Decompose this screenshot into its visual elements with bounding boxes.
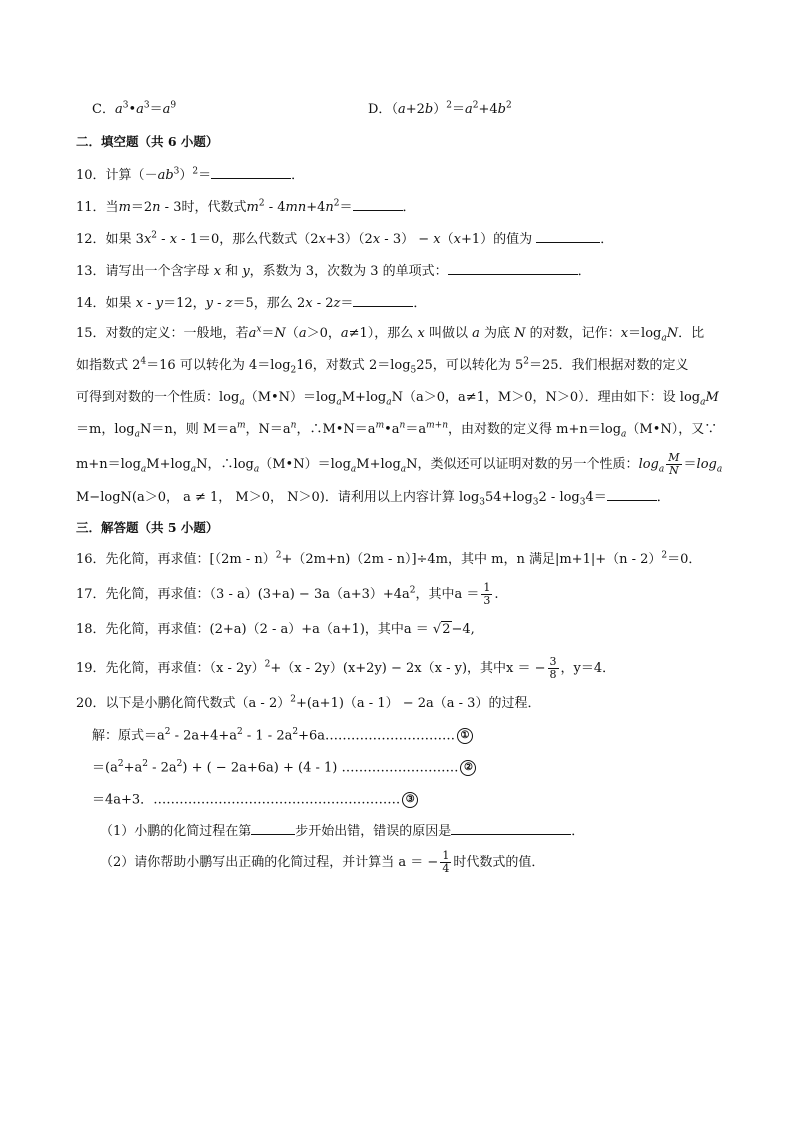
answer-blank[interactable] — [211, 166, 291, 179]
option-c: C．$a^3•a^3=a^9$ — [92, 100, 177, 117]
question-10: 10．计算$(-ab^3)^2=$ ． — [76, 166, 305, 183]
q20-sub-1: （1）小鹏的化简过程在第 步开始出错，错误的原因是 ． — [100, 824, 585, 839]
step-marker-2: ② — [460, 760, 476, 776]
question-14: 14．如果 x - y＝12，y - z＝5，那么 2x - 2z＝ ． — [76, 296, 427, 311]
question-19: 19．先化简，再求值：（x - 2y）$^2$+（x - 2y）(x+2y) − 2x（x - y)，其中x ＝ − $\frac{3}{8}$ ，y＝4． — [76, 655, 616, 681]
question-13: 13．请写出一个含字母 x 和 y，系数为 3，次数为 3 的单项式： ． — [76, 264, 591, 279]
question-16: 16．先化简，再求值：[（2m - n）$^2$+（2m+n)（2m - n）]÷4m，其中 m，n 满足|m+1|+（n - 2）$^2$＝0． — [76, 550, 702, 567]
question-15-line-2: 如指数式 $2^4=16$ 可以转化为 $4=\log_216$，对数式 $2=\log_525$，可以转化为 $5^2=25$．我们根据对数的定义 — [76, 356, 689, 376]
q20-sub-2: （2）请你帮助小鹏写出正确的化简过程，并计算当 a ＝ − $\frac{1}{4}$ 时代数式的值． — [100, 849, 545, 875]
answer-blank[interactable] — [353, 198, 403, 211]
question-11: 11．当m＝2n - 3时，代数式$m^2 - 4mn+4n^2=$ ． — [76, 198, 416, 215]
fraction-m-over-n: $\frac{M}{N}$ — [668, 451, 680, 477]
question-18: 18．先化简，再求值：(2+a)（2 - a）+a（a+1)，其中a ＝ √2−4, — [76, 622, 475, 637]
answer-blank[interactable] — [451, 822, 571, 835]
fraction-one-third: $\frac{1}{3}$ — [483, 581, 491, 607]
answer-blank[interactable] — [353, 294, 413, 307]
q20-step-2: $=(a^2+a^2 - 2a^2)$ + ( − 2a+6a) + (4 - 1) ……………………… ② — [92, 760, 476, 777]
question-15-line-4: ＝m，$\log_aN=n$，则 $M=a^m$，$N=a^n$，$\therefore M•N=a^m•a^n=a^{m+n}$，由对数的定义得 $m+n=\log_a(M•N)$，又∵ — [76, 420, 718, 440]
fraction-three-eighths: $\frac{3}{8}$ — [549, 655, 557, 681]
section-title-solve: 三．解答题（共 5 小题） — [76, 520, 219, 535]
answer-blank[interactable] — [448, 262, 578, 275]
step-marker-3: ③ — [402, 792, 418, 808]
question-15-line-3: 可得到对数的一个性质：$\log_a(M•N)=\log_aM+\log_aN(a>0$，a≠1，M＞0，N＞0）．理由如下：设 $\log_aM$ — [76, 390, 719, 408]
question-12: 12．如果 $3x^2 - x - 1=0$，那么代数式（2x+3）（2x - 3） − x（x+1）的值为 ． — [76, 230, 614, 247]
answer-blank[interactable] — [536, 230, 600, 243]
answer-blank[interactable] — [251, 822, 295, 835]
question-15-line-1: 15．对数的定义：一般地，若$a^x=N(a>0$，a≠1），那么 x 叫做以 a 为底 N 的对数，记作：$x=\log_aN$．比 — [76, 324, 705, 344]
answer-blank[interactable] — [607, 488, 657, 501]
q20-step-3: ＝4a+3．………………………………………………… ③ — [92, 792, 418, 809]
q20-step-1: 解：原式$=a^2 - 2a+4+a^2 - 1$ - $2a^2+6a\dots\dots\dots\dots\dots\dots\dots\dots\dots\dots$ ① — [92, 728, 473, 745]
step-marker-1: ① — [457, 728, 473, 744]
question-15-line-6: M−logN(a＞0， a ≠ 1， M＞0， N＞0)．请利用以上内容计算 $\log_354+\log_32 - \log_34=$ ． — [76, 490, 670, 508]
fraction-one-quarter: $\frac{1}{4}$ — [442, 849, 450, 875]
question-17: 17．先化简，再求值：$(3 - a)(3+a) - 3a(a+3)+4a^2$，其中a ＝ $\frac{1}{3}$ . — [76, 581, 499, 607]
question-20: 20．以下是小鹏化简代数式（a - 2）$^2$+(a+1)（a - 1） − 2a（a - 3）的过程． — [76, 694, 541, 711]
option-d: D．$(a+2b)^2=a^2+4b^2$ — [368, 100, 512, 117]
section-title-fill-blank: 二．填空题（共 6 小题） — [76, 134, 219, 149]
question-15-line-5: $m+n=\log_aM+\log_aN$，$\therefore\log_a(M•N)=\log_aM+\log_aN$，类似还可以证明对数的另一个性质：$\log_a$ $\frac{M}{N}$ $=\log_a$ — [76, 451, 723, 477]
